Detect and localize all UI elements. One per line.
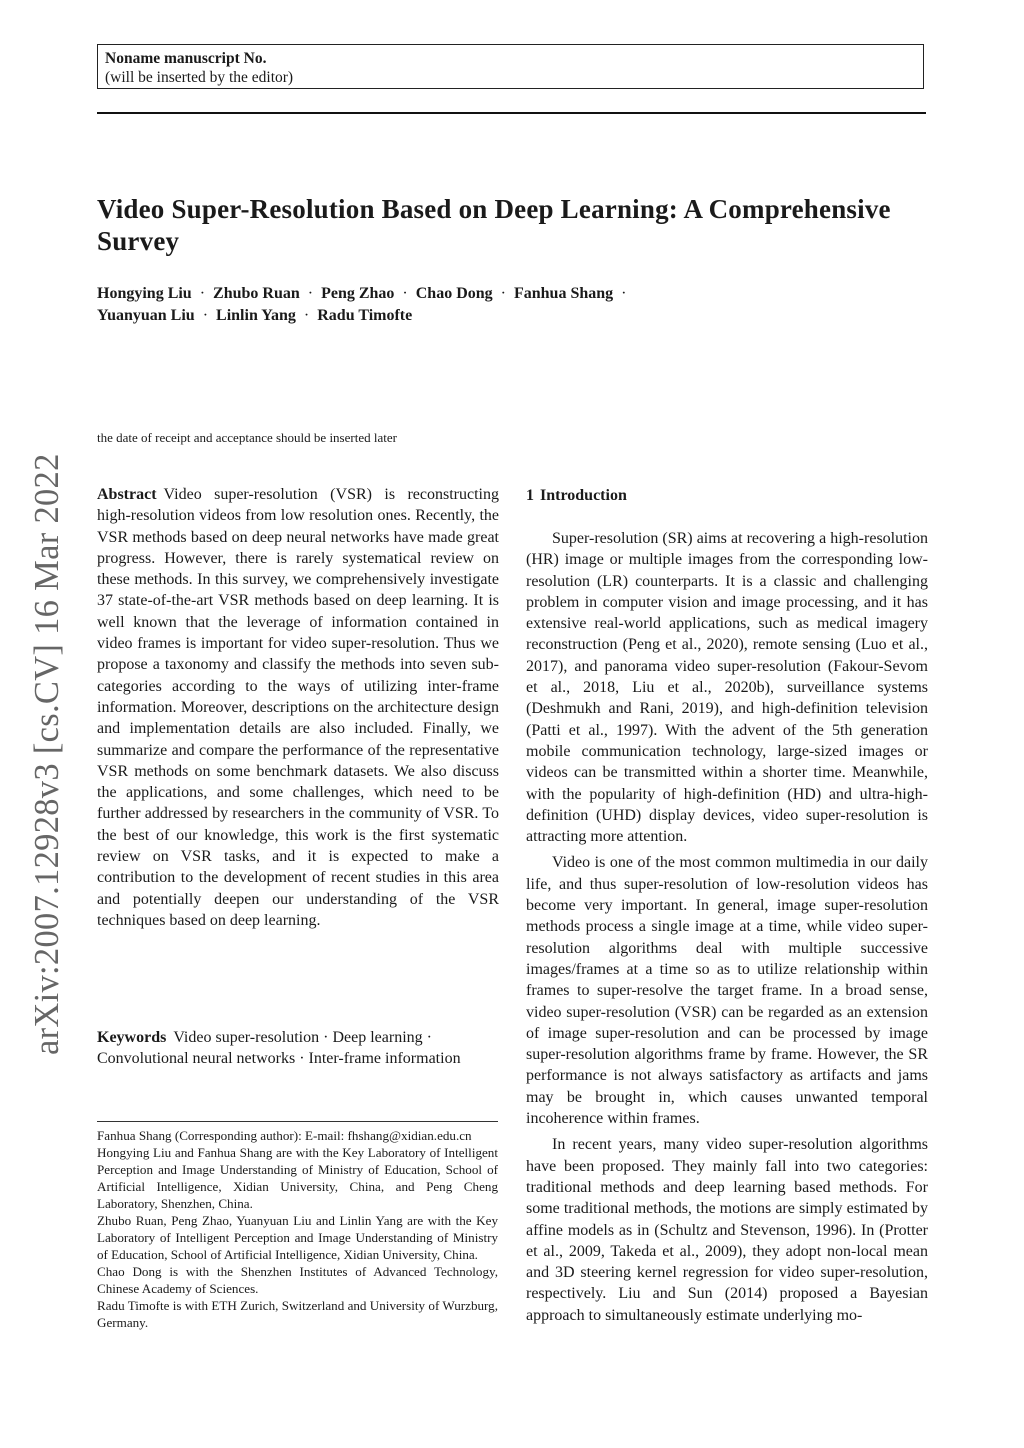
author-name: Yuanyuan Liu <box>97 307 195 324</box>
header-divider <box>97 112 926 114</box>
footnote-divider <box>97 1121 498 1122</box>
author-name: Chao Dong <box>415 285 493 302</box>
author-separator: · <box>621 285 627 302</box>
abstract-text: Video super-resolution (VSR) is reconstructing high-resolution videos from low resolution ones. Recently, the VSR methods based on deep neural networks have made great progress. However, there is rarely systematical review on these methods. In this survey, we comprehensively investigate 37 state-of-the-art VSR methods based on deep learning. It is well known that the leverage of information contained in video frames is important for video super-resolution. Thus we propose a taxonomy and classify the methods into seven sub-categories according to the ways of utilizing inter-frame information. Moreover, descriptions on the architecture design and implementation details are also included. Finally, we summarize and compare the performance of the representative VSR methods on some benchmark datasets. We also discuss the applications, and some challenges, which need to be further addressed by researchers in the community of VSR. To the best of our knowledge, this work is the first systematic review on VSR tasks, and it is expected to make a contribution to the development of recent studies in this area and potentially deepen our understanding of the VSR techniques based on deep learning. <box>97 486 499 929</box>
footnote-affiliation: Hongying Liu and Fanhua Shang are with the Key Laboratory of Intelligent Perception and Image Understanding of Ministry of Education, School of Artificial Intelligence, Xidian University, China, and Peng Cheng Laboratory, Shenzhen, China. <box>97 1145 498 1211</box>
author-separator: · <box>303 307 310 324</box>
footnote-affiliation: Zhubo Ruan, Peng Zhao, Yuanyuan Liu and Linlin Yang are with the Key Laboratory of Intelligent Perception and Image Understanding of Ministry of Education, School of Artificial Intelligence, Xidian University, China. <box>97 1213 498 1262</box>
dates-note: the date of receipt and acceptance should be inserted later <box>97 430 397 445</box>
abstract <box>97 484 499 931</box>
author-name: Fanhua Shang <box>513 285 614 302</box>
paragraph: In recent years, many video super-resolution algorithms have been proposed. They mainly fall into two categories: traditional methods and deep learning based methods. For some traditional methods, the motions are simply estimated by affine models as in (Schultz and Stevenson, 1996). In (Protter et al., 2009, Takeda et al., 2009), they adopt non-local mean and 3D steering kernel regression for video super-resolution, respectively. Liu and Sun (2014) proposed a Bayesian approach to simultaneously estimate underlying mo- <box>526 1136 928 1324</box>
keywords <box>97 1027 477 1070</box>
manuscript-header-box <box>97 44 924 89</box>
keywords-label: Keywords <box>97 1029 167 1046</box>
author-name: Hongying Liu <box>97 285 192 302</box>
author-name: Radu Timofte <box>317 307 413 324</box>
author-line-2 <box>97 305 857 327</box>
abstract-label: Abstract <box>97 486 157 503</box>
author-separator: · <box>199 285 206 302</box>
paper-title: Video Super-Resolution Based on Deep Learning: A Comprehensive Survey <box>97 194 891 256</box>
author-separator: · <box>500 285 506 302</box>
footnote-affiliation: Chao Dong is with the Shenzhen Institutes of Advanced Technology, Chinese Academy of Sciences. <box>97 1264 498 1296</box>
footnote-affiliation: Radu Timofte is with ETH Zurich, Switzerland and University of Wurzburg, Germany. <box>97 1298 498 1330</box>
paragraph: Super-resolution (SR) aims at recovering a high-resolution (HR) image or multiple images from the corresponding low-resolution (LR) counterparts. It is a classic and challenging problem in computer vision and image processing, and it has extensive real-world applications, such as medical imagery reconstruction (Peng et al., 2020), remote sensing (Luo et al., 2017), and panorama video super-resolution (Fakour-Sevom et al., 2018, Liu et al., 2020b), surveillance systems (Deshmukh and Rani, 2019), and high-definition television (Patti et al., 1997). With the advent of the 5th generation mobile communication technology, large-sized images or videos can be transmitted within a shorter time. Meanwhile, with the popularity of high-definition (HD) and ultra-high-definition (UHD) display devices, video super-resolution is attracting more attention. <box>526 530 928 846</box>
author-name: Peng Zhao <box>321 285 395 302</box>
author-separator: · <box>402 285 408 302</box>
section-number: 1 <box>526 487 534 504</box>
author-separator: · <box>202 307 209 324</box>
manuscript-number: Noname manuscript No. <box>105 50 267 67</box>
section-heading-introduction <box>526 485 926 506</box>
section-title: Introduction <box>540 487 627 504</box>
footnotes <box>97 1127 498 1331</box>
keywords-text: Video super-resolution · Deep learning · Convolutional neural networks · Inter-frame information <box>97 1029 461 1068</box>
author-name: Linlin Yang <box>216 307 296 324</box>
paragraph: Video is one of the most common multimedia in our daily life, and thus super-resolution of low-resolution videos has become very important. In general, image super-resolution methods process a single image at a time, while video super-resolution algorithms deal with multiple successive images/frames at a time so as to utilize relationship within frames to super-resolve the target frame. In a broad sense, video super-resolution (VSR) can be regarded as an extension of image super-resolution and can be processed by image super-resolution algorithms frame by frame. However, the SR performance is not always satisfactory as artifacts and jams may be brought in, which causes unwanted temporal incoherence within frames. <box>526 854 928 1128</box>
introduction-body <box>526 528 928 1331</box>
editor-note: (will be inserted by the editor) <box>105 69 294 86</box>
author-line-1 <box>97 283 857 305</box>
author-separator: · <box>307 285 314 302</box>
arxiv-identifier-stamp: arXiv:2007.12928v3 [cs.CV] 16 Mar 2022 <box>28 453 66 1055</box>
footnote-corresponding-author: Fanhua Shang (Corresponding author): E-mail: fhshang@xidian.edu.cn <box>97 1128 472 1143</box>
author-list <box>97 283 857 327</box>
author-name: Zhubo Ruan <box>213 285 300 302</box>
